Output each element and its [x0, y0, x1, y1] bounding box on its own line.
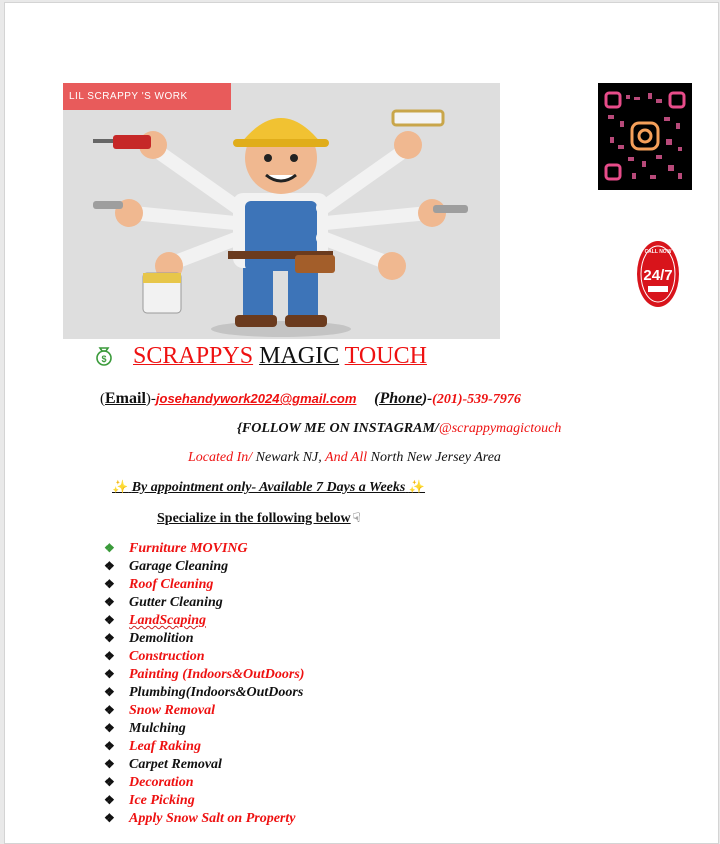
instagram-follow-line [237, 421, 561, 437]
service-label: Construction [129, 649, 205, 664]
phone-label-group [374, 390, 422, 407]
diamond-bullet-icon: ❖ [104, 559, 115, 573]
list-item [104, 809, 304, 827]
service-label: Decoration [129, 775, 194, 790]
email-separator: )- [145, 391, 156, 407]
specialize-heading [157, 510, 361, 527]
service-label: LandScaping [129, 613, 207, 628]
diamond-bullet-icon: ❖ [104, 613, 115, 627]
diamond-bullet-icon: ❖ [104, 577, 115, 591]
service-label: Demolition [129, 631, 194, 646]
diamond-bullet-icon: ❖ [104, 595, 115, 609]
diamond-bullet-icon: ❖ [104, 685, 115, 699]
location-line [188, 450, 501, 466]
title-part-magic: MAGIC [259, 343, 340, 369]
diamond-bullet-icon: ❖ [104, 721, 115, 735]
title-part-touch: TOUCH [344, 343, 427, 369]
phone-label: Phone [379, 390, 423, 407]
badge-top-text: CALL NOW [644, 249, 672, 255]
service-label: Gutter Cleaning [129, 595, 223, 610]
hero-tag-label: LIL SCRAPPY 'S WORK [63, 83, 231, 110]
diamond-bullet-icon: ❖ [104, 739, 115, 753]
specialize-text: Specialize in the following below [157, 511, 351, 526]
diamond-bullet-icon: ❖ [104, 631, 115, 645]
diamond-bullet-icon: ❖ [104, 757, 115, 771]
list-item [104, 557, 304, 575]
list-item [104, 629, 304, 647]
diamond-bullet-icon: ❖ [104, 775, 115, 789]
appointment-line [112, 479, 425, 496]
money-bag-icon [93, 344, 115, 366]
service-label: Furniture MOVING [129, 541, 248, 556]
diamond-bullet-icon: ❖ [104, 649, 115, 663]
list-item [104, 683, 304, 701]
email-label: Email [105, 390, 146, 407]
list-item [104, 773, 304, 791]
service-label: Ice Picking [129, 793, 195, 808]
service-label: Painting (Indoors&OutDoors) [129, 667, 305, 682]
title-part-scrappys: SCRAPPYS [133, 343, 254, 369]
location-place: Newark NJ, [252, 450, 322, 465]
service-label: Garage Cleaning [129, 559, 229, 574]
page-title [93, 343, 427, 370]
list-item [104, 791, 304, 809]
service-label: Leaf Raking [129, 739, 201, 754]
svg-text:$: $ [101, 354, 107, 364]
call-now-24-7-badge [636, 240, 680, 308]
pointing-hand-icon: ☟ [352, 510, 361, 525]
list-item [104, 701, 304, 719]
phone-number[interactable]: (201)-539-7976 [432, 392, 521, 407]
contact-line [100, 390, 521, 408]
list-item [104, 755, 304, 773]
diamond-bullet-icon: ❖ [104, 811, 115, 825]
service-label: Apply Snow Salt on Property [129, 811, 296, 826]
phone-separator: )- [422, 391, 433, 407]
handyman-hero-image [63, 83, 500, 339]
email-link[interactable]: josehandywork2024@gmail.com [155, 391, 357, 406]
handyman-illustration-icon [63, 83, 500, 339]
list-item [104, 593, 304, 611]
list-item [104, 611, 304, 629]
location-area: North New Jersey Area [367, 450, 501, 465]
call-now-badge-icon [636, 240, 680, 308]
location-and-all: And All [321, 450, 368, 465]
list-item [104, 539, 304, 557]
badge-main-text: 24/7 [643, 267, 673, 284]
diamond-bullet-icon: ❖ [104, 541, 115, 555]
sparkle-icon: ✨ [112, 479, 129, 494]
service-label: Plumbing(Indoors&OutDoors [129, 685, 304, 700]
sparkle-icon: ✨ [408, 479, 426, 494]
qr-pattern-icon [598, 83, 692, 190]
phone-open-paren: ( [374, 390, 380, 407]
diamond-bullet-icon: ❖ [104, 667, 115, 681]
appointment-text: By appointment only- Available 7 Days a Weeks [131, 480, 406, 495]
services-list [104, 539, 304, 827]
list-item [104, 647, 304, 665]
list-item [104, 719, 304, 737]
service-label: Carpet Removal [129, 757, 222, 772]
instagram-handle[interactable]: @scrappymagictouch [438, 421, 562, 436]
list-item [104, 737, 304, 755]
list-item [104, 665, 304, 683]
service-label: Mulching [129, 721, 186, 736]
instagram-prefix: {FOLLOW ME ON INSTAGRAM/ [237, 421, 439, 436]
email-open-paren: ( [100, 391, 105, 407]
location-label: Located In/ [188, 450, 253, 465]
diamond-bullet-icon: ❖ [104, 793, 115, 807]
instagram-qr-code-icon[interactable] [598, 83, 692, 190]
service-label: Snow Removal [129, 703, 215, 718]
service-label: Roof Cleaning [129, 577, 214, 592]
diamond-bullet-icon: ❖ [104, 703, 115, 717]
list-item [104, 575, 304, 593]
